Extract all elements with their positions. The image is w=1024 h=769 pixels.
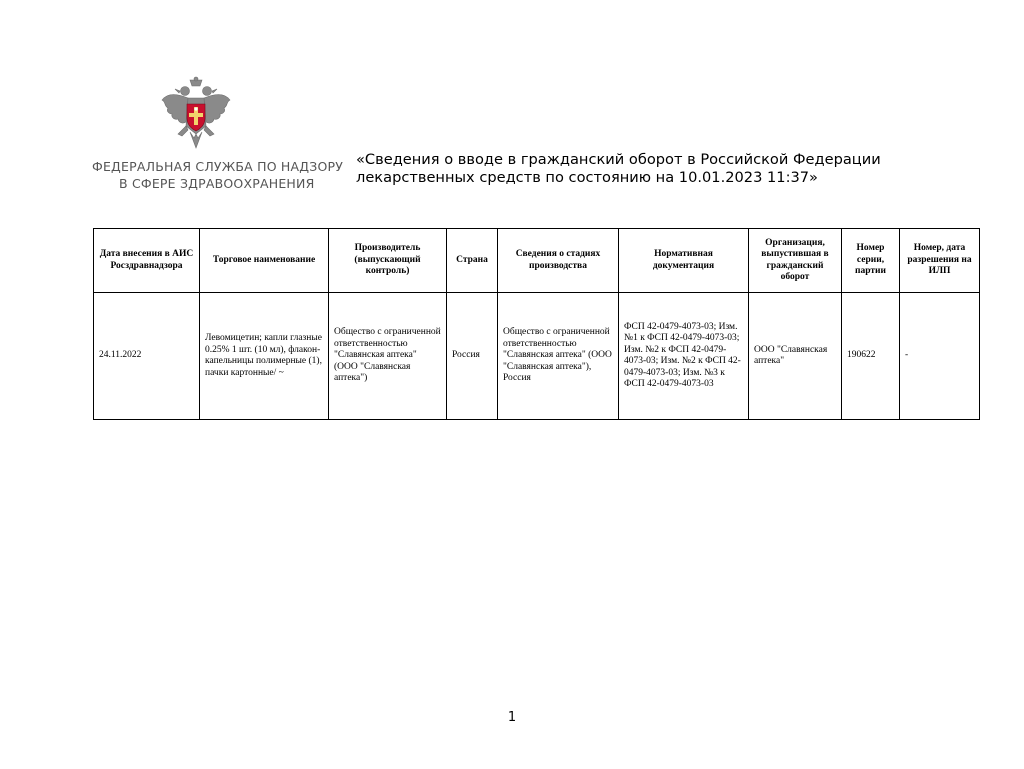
emblem-icon (160, 76, 232, 154)
table-row (94, 293, 980, 420)
column-header-normative-docs: Нормативная документация (619, 229, 749, 293)
table-header-row (94, 229, 980, 293)
cell-permit: - (900, 293, 980, 420)
cell-trade-name: Левомицетин; капли глазные 0.25% 1 шт. (10 мл), флакон-капельницы полимерные (1), пачки картонные/ ~ (200, 293, 329, 420)
cell-date: 24.11.2022 (94, 293, 200, 420)
cell-releasing-organization: ООО "Славянская аптека" (749, 293, 842, 420)
column-header-date: Дата внесения в АИС Росздравнадзора (94, 229, 200, 293)
organization-name-line-1: ФЕДЕРАЛЬНАЯ СЛУЖБА ПО НАДЗОРУ (92, 159, 344, 174)
document-title: «Сведения о вводе в гражданский оборот в Российской Федерации лекарственных средств по состоянию на 10.01.2023 11:37» (356, 151, 881, 186)
column-header-releasing-organization: Организация, выпустившая в гражданский оборот (749, 229, 842, 293)
column-header-trade-name: Торговое наименование (200, 229, 329, 293)
column-header-permit: Номер, дата разрешения на ИЛП (900, 229, 980, 293)
cell-production-stages: Общество с ограниченной ответственностью "Славянская аптека" (ООО "Славянская аптека"), Россия (498, 293, 619, 420)
organization-name-line-2: В СФЕРЕ ЗДРАВООХРАНЕНИЯ (119, 176, 315, 191)
column-header-country: Страна (447, 229, 498, 293)
organization-name (92, 158, 344, 192)
column-header-production-stages: Сведения о стадиях производства (498, 229, 619, 293)
registry-table (93, 228, 980, 420)
page-number: 1 (507, 710, 517, 725)
cell-country: Россия (447, 293, 498, 420)
cell-normative-docs: ФСП 42-0479-4073-03; Изм. №1 к ФСП 42-0479-4073-03; Изм. №2 к ФСП 42-0479-4073-03; Изм. №2 к ФСП 42-0479-4073-03; Изм. №3 к ФСП 42-0479-4073-03 (619, 293, 749, 420)
cell-batch-number: 190622 (842, 293, 900, 420)
cell-manufacturer: Общество с ограниченной ответственностью "Славянская аптека" (ООО "Славянская аптека") (329, 293, 447, 420)
column-header-manufacturer: Производитель (выпускающий контроль) (329, 229, 447, 293)
column-header-batch-number: Номер серии, партии (842, 229, 900, 293)
